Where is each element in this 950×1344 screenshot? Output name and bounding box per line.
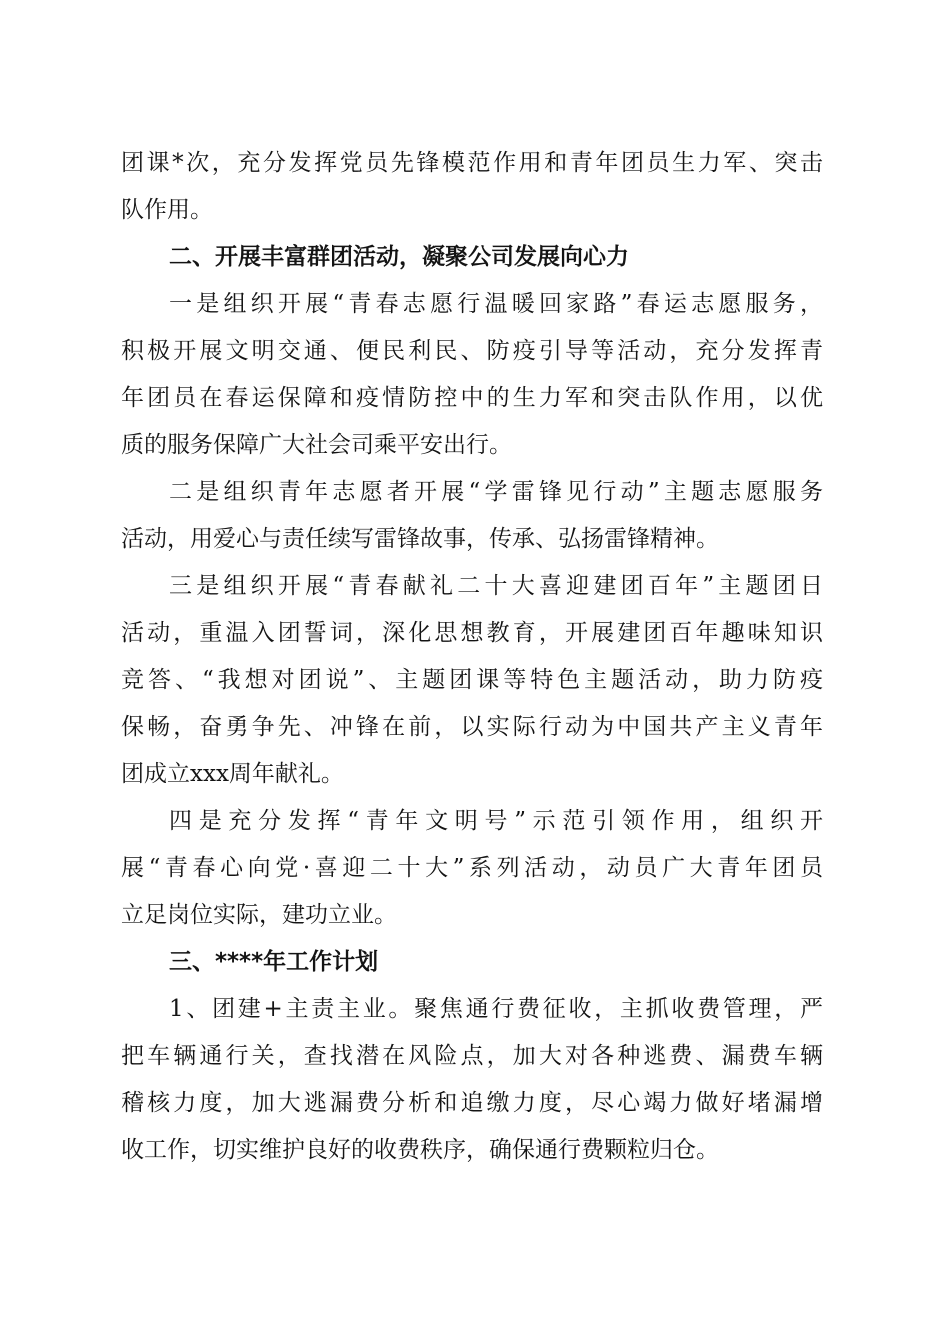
text-line: 四是充分发挥“青年文明号”示范引领作用，组织开 — [169, 808, 823, 834]
paragraph-item-3 — [121, 563, 823, 798]
section-heading-2: 二、开展丰富群团活动，凝聚公司发展向心力 — [169, 244, 629, 270]
text-line: 活动，用爱心与责任续写雷锋故事，传承、弘扬雷锋精神。 — [121, 526, 719, 552]
text-line: 积极开展文明交通、便民利民、防疫引导等活动，充分发挥青 — [121, 338, 823, 364]
text-line: 把车辆通行关，查找潜在风险点，加大对各种逃费、漏费车辆 — [121, 1043, 823, 1069]
text-line: 竞答、“我想对团说”、主题团课等特色主题活动，助力防疫 — [121, 667, 823, 693]
text-line: 质的服务保障广大社会司乘平安出行。 — [121, 432, 512, 458]
text-line: 1、团建+主责主业。聚焦通行费征收，主抓收费管理，严 — [169, 996, 823, 1022]
paragraph-plan-1 — [121, 986, 823, 1174]
text-line: 队作用。 — [121, 197, 213, 223]
text-line: 展“青春心向党·喜迎二十大”系列活动，动员广大青年团员 — [121, 855, 823, 881]
text-line: 团课*次，充分发挥党员先锋模范作用和青年团员生力军、突击 — [121, 150, 823, 176]
text-line: 活动，重温入团誓词，深化思想教育，开展建团百年趣味知识 — [121, 620, 823, 646]
text-line: 稽核力度，加大逃漏费分析和追缴力度，尽心竭力做好堵漏增 — [121, 1090, 823, 1116]
text-line: 保畅，奋勇争先、冲锋在前，以实际行动为中国共产主义青年 — [121, 714, 823, 740]
paragraph-item-4 — [121, 798, 823, 939]
text-line: 年团员在春运保障和疫情防控中的生力军和突击队作用，以优 — [121, 385, 823, 411]
paragraph-continuation — [121, 140, 823, 234]
text-line: 三是组织开展“青春献礼二十大喜迎建团百年”主题团日 — [169, 573, 823, 599]
section-heading-3: 三、****年工作计划 — [169, 949, 379, 975]
document-body — [121, 140, 823, 1174]
text-line: 一是组织开展“青春志愿行温暖回家路”春运志愿服务， — [169, 291, 823, 317]
text-line: 团成立xxx周年献礼。 — [121, 761, 344, 787]
paragraph-item-1 — [121, 281, 823, 469]
text-line: 立足岗位实际，建功立业。 — [121, 902, 397, 928]
paragraph-item-2 — [121, 469, 823, 563]
text-line: 收工作，切实维护良好的收费秩序，确保通行费颗粒归仓。 — [121, 1137, 719, 1163]
text-line: 二是组织青年志愿者开展“学雷锋见行动”主题志愿服务 — [169, 479, 823, 505]
